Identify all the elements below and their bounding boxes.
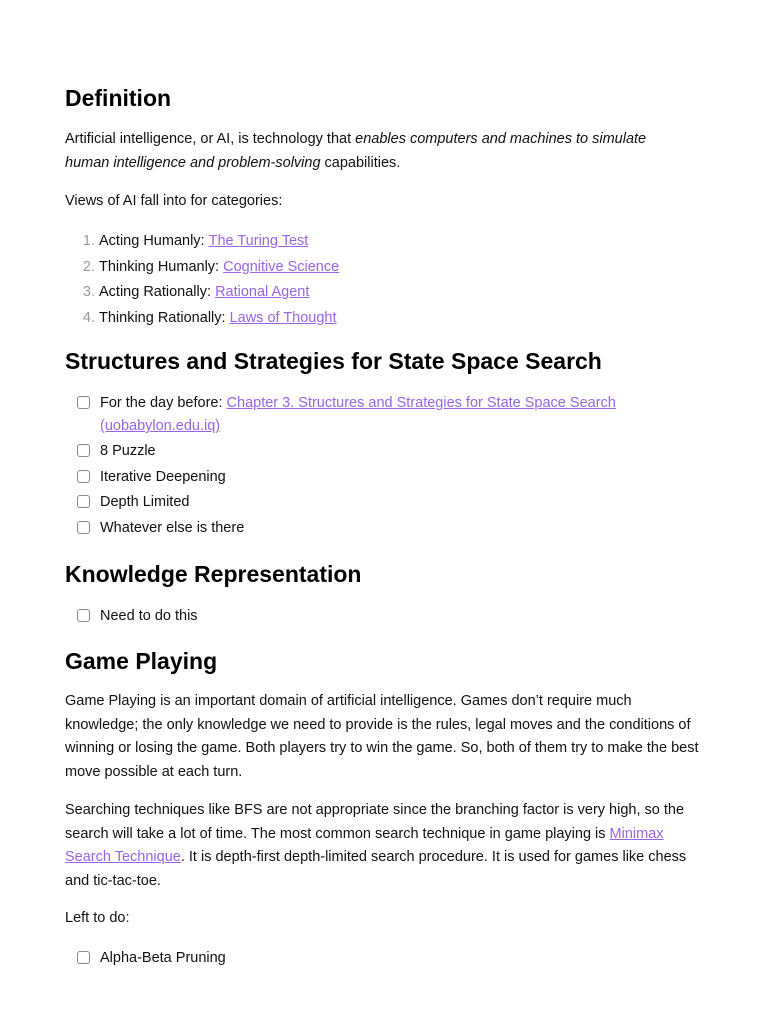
left-to-do-label: Left to do: xyxy=(65,910,130,926)
task-label: Alpha-Beta Pruning xyxy=(100,950,226,966)
task-item xyxy=(65,440,665,466)
list-item xyxy=(65,308,339,334)
game-heading: Game Playing xyxy=(65,648,218,674)
game-paragraph-2-post: . It is depth-first depth-limited search procedure. It is used for games like chess and tic-tac-toe. xyxy=(65,849,687,889)
definition-intro-post: capabilities. xyxy=(320,154,401,171)
knowledge-task-list xyxy=(65,605,198,631)
task-checkbox[interactable] xyxy=(77,495,90,508)
list-number: 1. xyxy=(82,233,95,249)
task-label: Need to do this xyxy=(100,608,198,624)
task-label: Iterative Deepening xyxy=(100,468,226,485)
definition-intro-emphasis: enables computers and machines to simulate human intelligence and problem-solving xyxy=(65,131,647,171)
list-item xyxy=(65,257,339,283)
task-label: Whatever else is there xyxy=(100,519,245,536)
list-item-label: Thinking Rationally: xyxy=(99,309,230,326)
task-text xyxy=(100,392,665,438)
rational-agent-link[interactable]: Rational Agent xyxy=(215,284,310,300)
task-checkbox[interactable] xyxy=(77,609,90,622)
task-label: 8 Puzzle xyxy=(100,443,156,459)
task-checkbox[interactable] xyxy=(77,470,90,483)
task-item xyxy=(65,947,226,973)
list-number: 3. xyxy=(82,284,95,300)
definition-intro xyxy=(65,128,685,175)
task-label: For the day before: xyxy=(100,395,227,411)
search-heading: Structures and Strategies for State Space Search xyxy=(65,348,602,374)
task-item xyxy=(65,466,665,492)
list-number: 4. xyxy=(82,309,95,326)
task-label: Depth Limited xyxy=(100,494,190,510)
task-item xyxy=(65,517,665,543)
game-task-list xyxy=(65,947,226,973)
task-checkbox[interactable] xyxy=(77,521,90,534)
definition-intro-pre: Artificial intelligence, or AI, is technology that xyxy=(65,131,356,147)
list-item xyxy=(65,231,339,257)
list-item-label: Acting Humanly: xyxy=(99,233,209,249)
game-paragraph-2-pre: Searching techniques like BFS are not appropriate since the branching factor is very high, so the search will take a lot of time. The most common search technique in game playing is xyxy=(65,802,685,842)
chapter-3-link[interactable]: Chapter 3. Structures and Strategies for State Space Search (uobabylon.edu.iq) xyxy=(100,395,616,434)
definition-heading: Definition xyxy=(65,85,172,111)
task-checkbox[interactable] xyxy=(77,396,90,409)
turing-test-link[interactable]: The Turing Test xyxy=(208,233,309,249)
task-item xyxy=(65,605,198,631)
search-task-list xyxy=(65,392,665,542)
views-intro: Views of AI fall into for categories: xyxy=(65,193,283,209)
task-item xyxy=(65,491,665,517)
task-checkbox[interactable] xyxy=(77,951,90,964)
list-item-label: Acting Rationally: xyxy=(99,284,216,300)
knowledge-heading: Knowledge Representation xyxy=(65,561,362,587)
game-paragraph-1: Game Playing is an important domain of artificial intelligence. Games don’t require much knowledge; the only knowledge we need to provide is the rules, legal moves and the conditions of winning or losing the game. Both players try to win the game. So, both of them try to make the best move possible at each turn. xyxy=(65,693,699,780)
laws-of-thought-link[interactable]: Laws of Thought xyxy=(229,309,337,326)
game-paragraph-2 xyxy=(65,799,705,893)
task-checkbox[interactable] xyxy=(77,444,90,457)
list-item-label: Thinking Humanly: xyxy=(99,258,224,275)
task-item xyxy=(65,392,665,440)
list-item xyxy=(65,282,339,308)
list-number: 2. xyxy=(82,258,95,275)
cognitive-science-link[interactable]: Cognitive Science xyxy=(223,258,340,275)
views-list xyxy=(65,231,339,333)
minimax-link[interactable]: Minimax Search Technique xyxy=(65,825,664,865)
